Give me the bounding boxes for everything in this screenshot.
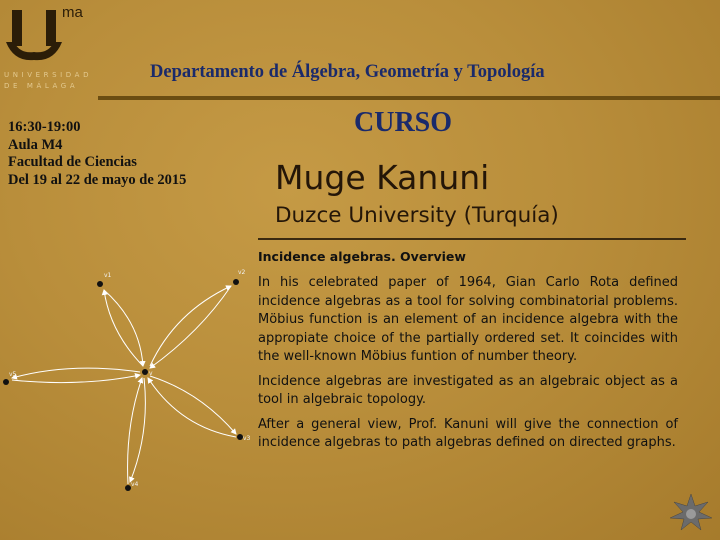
abstract-title: Incidence algebras. Overview: [258, 249, 466, 264]
graph-vertex: [233, 279, 239, 285]
speaker-affiliation: Duzce University (Turquía): [275, 203, 559, 228]
graph-edge: [148, 378, 236, 437]
university-name-line1: UNIVERSIDAD: [4, 71, 93, 79]
abstract-paragraph: Incidence algebras are investigated as an algebraic object as a tool in algebraic topology.: [258, 373, 678, 407]
graph-edge: [12, 375, 140, 383]
department-title: Departamento de Álgebra, Geometría y Topología: [150, 62, 545, 82]
graph-label: v: [149, 370, 153, 377]
logo-text: ma: [62, 4, 83, 21]
graph-label: v5: [9, 371, 17, 378]
graph-edge: [150, 376, 236, 434]
graph-label: v4: [131, 481, 139, 488]
header-divider: [98, 96, 720, 100]
graph-vertex: [142, 369, 148, 375]
graph-label: v3: [243, 435, 251, 442]
course-label: CURSO: [354, 107, 453, 138]
speaker-divider: [258, 238, 686, 240]
graph-vertex: [3, 379, 9, 385]
course-room: Aula M4: [8, 136, 63, 153]
graph-vertex: [97, 281, 103, 287]
course-time: 16:30-19:00: [8, 119, 81, 135]
speaker-name: Muge Kanuni: [275, 158, 490, 197]
decorative-seal-icon: [668, 492, 714, 532]
abstract-paragraph: After a general view, Prof. Kanuni will give the connection of incidence algebras to path algebras defined on directed graphs.: [258, 416, 678, 450]
graph-edge: [12, 368, 140, 378]
course-dates: Del 19 al 22 de mayo de 2015: [8, 171, 187, 188]
graph-label: v1: [104, 272, 112, 279]
university-name-line2: DE MÁLAGA: [4, 82, 79, 90]
course-details: [8, 119, 186, 189]
graph-edge: [150, 286, 231, 366]
directed-graph-diagram: [0, 262, 255, 502]
graph-edge: [104, 290, 143, 366]
graph-edge: [104, 290, 143, 366]
graph-label: v2: [238, 269, 246, 276]
graph-edge: [130, 378, 145, 482]
course-faculty: Facultad de Ciencias: [8, 154, 137, 170]
abstract-paragraph: In his celebrated paper of 1964, Gian Carlo Rota defined incidence algebras as a tool for solving combinatorial problems. Möbius function is an element of an incidence algebra with the appropiate choice of the partially ordered set. It coincides with the well-known Möbius funtion of number theory.: [258, 275, 678, 364]
logo-mark-icon: [4, 2, 68, 68]
graph-edge: [150, 286, 231, 368]
abstract-body: [258, 274, 678, 459]
